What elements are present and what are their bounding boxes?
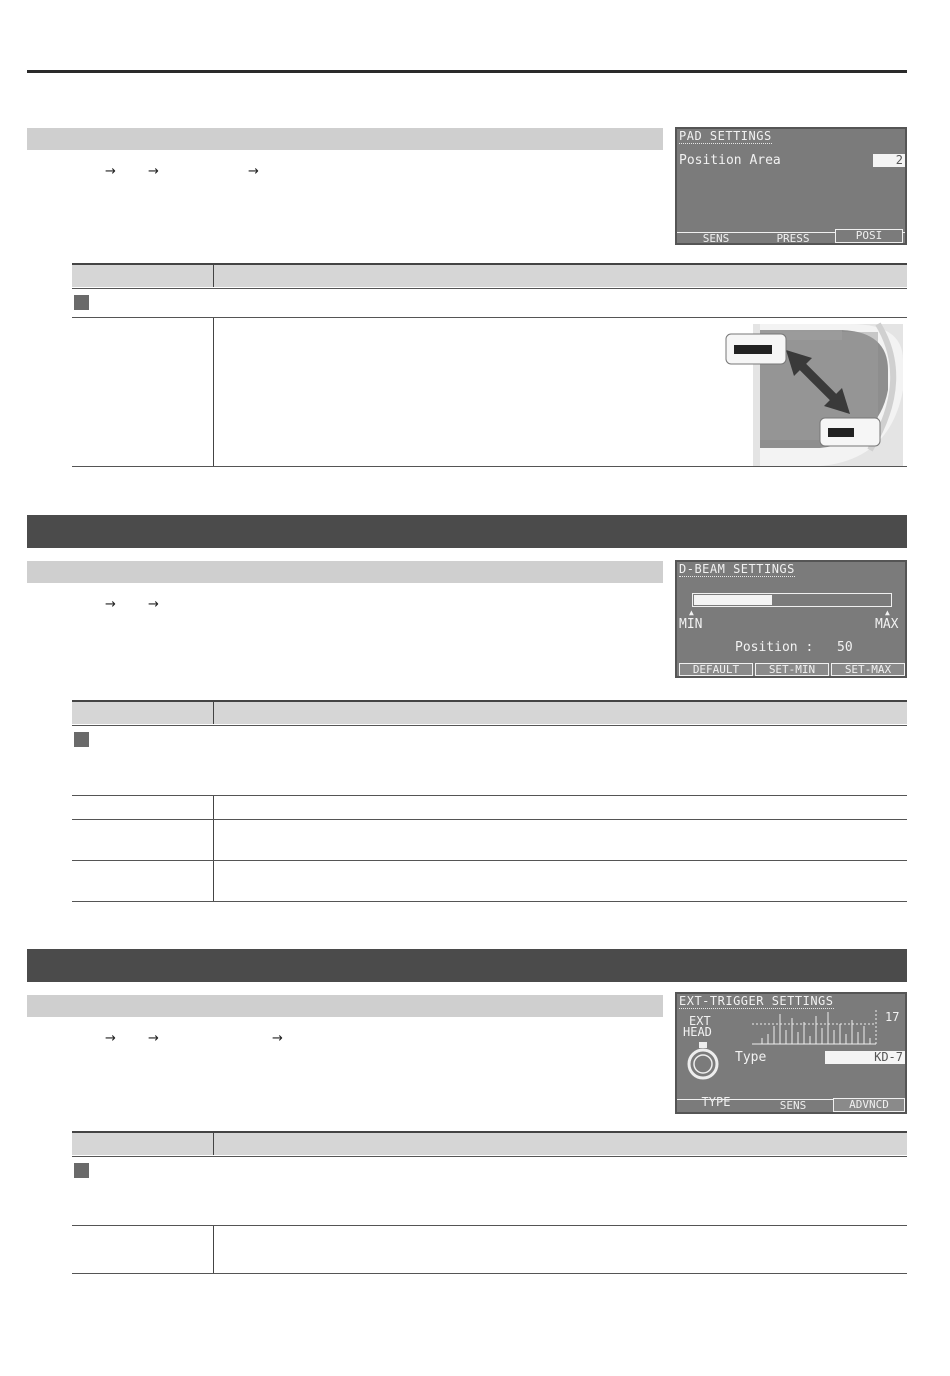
ext-label: EXT [689, 1014, 711, 1028]
table-rule [72, 1156, 907, 1157]
table-rule [72, 288, 907, 289]
dbeam-settings-screen [675, 560, 907, 678]
table-bottom-rule [72, 1273, 907, 1274]
position-bar [692, 593, 892, 607]
screen-title: EXT-TRIGGER SETTINGS [679, 994, 834, 1008]
path-arrow: → [272, 1031, 283, 1046]
trigger-counter: 17 [885, 1010, 900, 1024]
table-rule [72, 819, 907, 820]
table-header-divider [213, 1133, 214, 1155]
table-bottom-rule [72, 901, 907, 902]
section-bar-ext-trigger [27, 949, 907, 982]
table-rule [72, 795, 907, 796]
subsection-bar-ext [27, 995, 663, 1017]
velocity-graph-icon [752, 1010, 878, 1046]
position-label: Position : [735, 640, 814, 655]
trigger-jack-icon [685, 1040, 721, 1080]
position-area-value: 2 [873, 154, 905, 167]
screen-title: D-BEAM SETTINGS [679, 562, 795, 576]
tab-default: DEFAULT [679, 663, 753, 676]
tab-sens: SENS [779, 1099, 807, 1112]
tab-press: PRESS [776, 232, 810, 245]
max-label: MAX [875, 617, 899, 632]
tab-type: TYPE [701, 1095, 731, 1109]
table-column-divider [213, 318, 214, 466]
tab-set-max: SET-MAX [831, 663, 905, 676]
subsection-bar-dbeam [27, 561, 663, 583]
path-arrow: → [105, 597, 116, 612]
screen-title: PAD SETTINGS [679, 129, 772, 143]
type-value: KD-7 [825, 1051, 905, 1064]
tab-set-min: SET-MIN [755, 663, 829, 676]
category-square-icon [74, 732, 89, 747]
head-label: HEAD [683, 1025, 712, 1039]
table-rule [72, 1225, 907, 1226]
pad-position-illustration [720, 320, 907, 466]
category-square-icon [74, 1163, 89, 1178]
table-header [72, 265, 907, 287]
ext-trigger-settings-screen [675, 992, 907, 1114]
min-label: MIN [679, 617, 703, 632]
table-rule [72, 725, 907, 726]
section-bar-dbeam [27, 515, 907, 548]
path-arrow: → [148, 597, 159, 612]
position-value: 50 [837, 640, 853, 655]
pad-settings-screen [675, 127, 907, 245]
table-column-divider [213, 796, 214, 901]
path-arrow: → [148, 1031, 159, 1046]
table-header [72, 702, 907, 724]
position-bar-fill [694, 595, 772, 605]
min-marker-icon: ▲ [689, 608, 694, 617]
table-header [72, 1133, 907, 1155]
path-arrow: → [105, 164, 116, 179]
table-header-divider [213, 265, 214, 287]
path-arrow: → [105, 1031, 116, 1046]
type-label: Type [735, 1050, 767, 1065]
subsection-bar-pad [27, 128, 663, 150]
table-header-divider [213, 702, 214, 724]
table-rule [72, 317, 907, 318]
path-arrow: → [248, 164, 259, 179]
table-rule [72, 860, 907, 861]
table-bottom-rule [72, 466, 907, 467]
tab-sens: SENS [702, 232, 730, 245]
category-square-icon [74, 295, 89, 310]
position-area-label: Position Area [679, 153, 781, 168]
tab-advncd: ADVNCD [833, 1098, 905, 1112]
path-arrow: → [148, 164, 159, 179]
tab-posi: POSI [835, 229, 903, 243]
top-rule [27, 70, 907, 73]
table-column-divider [213, 1226, 214, 1273]
max-marker-icon: ▲ [885, 608, 890, 617]
